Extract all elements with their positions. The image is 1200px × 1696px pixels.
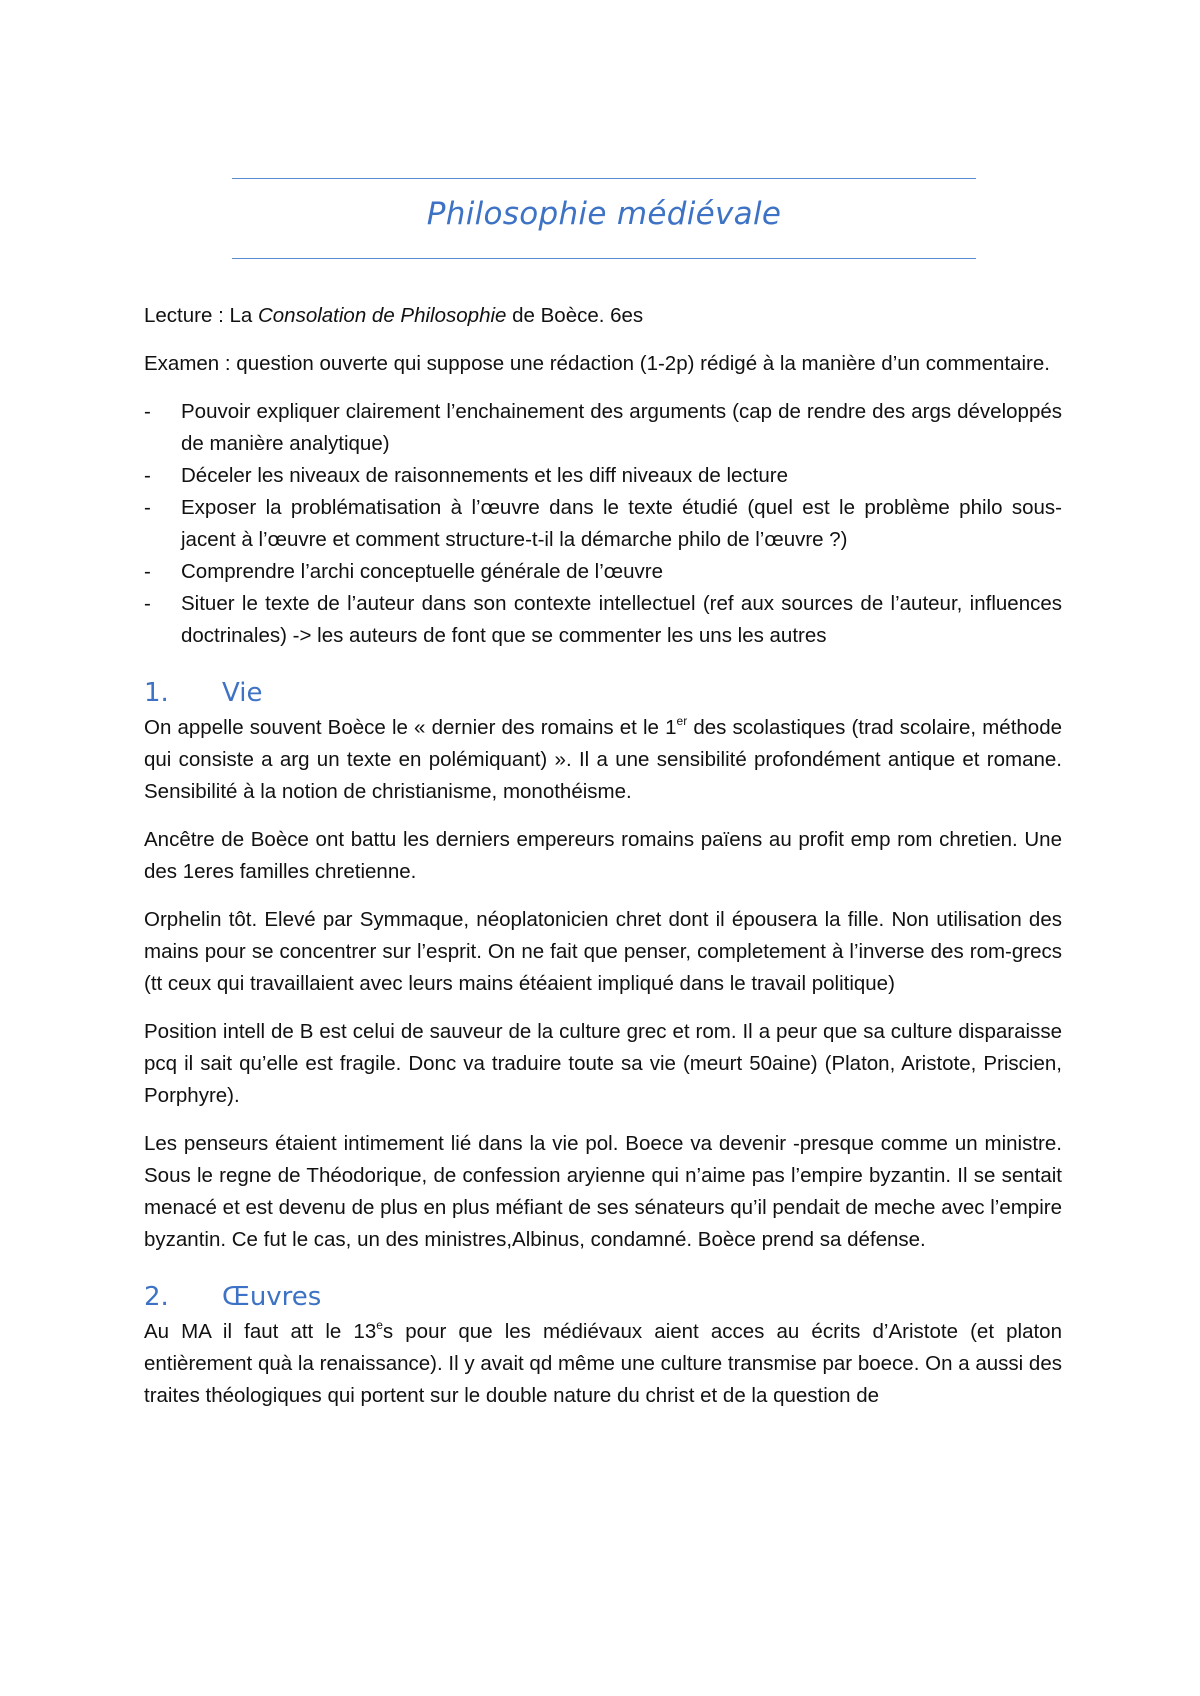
list-item [144, 396, 1062, 460]
section-title: Œuvres [222, 1282, 322, 1312]
paragraph [144, 1316, 1062, 1412]
list-item-text: Déceler les niveaux de raisonnements et les diff niveaux de lecture [181, 464, 788, 487]
paragraph [144, 712, 1062, 808]
document-body [144, 300, 1062, 1428]
paragraph-text: Au MA il faut att le 13 [144, 1320, 377, 1343]
list-item [144, 556, 1062, 588]
section-number: 2. [144, 1282, 169, 1312]
objectives-list [144, 396, 1062, 652]
section-number: 1. [144, 678, 169, 708]
list-item-text: Comprendre l’archi conceptuelle générale de l’œuvre [181, 560, 664, 583]
section-heading-vie [144, 676, 1062, 710]
list-item [144, 460, 1062, 492]
bullet-dash: - [144, 592, 151, 615]
paragraph: Position intell de B est celui de sauveur de la culture grec et rom. Il a peur que sa culture disparaisse pcq il sait qu’elle est fragile. Donc va traduire toute sa vie (meurt 50aine) (Platon, Aristote, Priscien, Porphyre). [144, 1020, 1062, 1107]
list-item-text: Exposer la problématisation à l’œuvre dans le texte étudié (quel est le problème philo sous-jacent à l’œuvre et comment structure-t-il la démarche philo de l’œuvre ?) [181, 496, 1062, 551]
lecture-rest: de Boèce. 6es [506, 304, 644, 327]
lecture-label: Lecture : La [144, 304, 258, 327]
paragraph: Les penseurs étaient intimement lié dans la vie pol. Boece va devenir -presque comme un ministre. Sous le regne de Théodorique, de confession aryienne qui n’aime pas l’empire byzantin. Il se sentait menacé et est devenu de plus en plus méfiant de ses sénateurs qu’il pendait de meche avec l’empire byzantin. Ce fut le cas, un des ministres,Albinus, condamné. Boèce prend sa défense. [144, 1132, 1062, 1251]
superscript: e [376, 1318, 383, 1332]
title-top-rule [232, 178, 976, 179]
list-item [144, 492, 1062, 556]
paragraph: Orphelin tôt. Elevé par Symmaque, néoplatonicien chret dont il épousera la fille. Non utilisation des mains pour se concentrer sur l’esprit. On ne fait que penser, completement à l’inverse des rom-grecs (tt ceux qui travaillaient avec leurs mains étéaient impliqué dans le travail politique) [144, 908, 1062, 995]
lecture-work-title: Consolation de Philosophie [257, 304, 507, 327]
section-title: Vie [222, 678, 263, 708]
bullet-dash: - [144, 400, 151, 423]
list-item [144, 588, 1062, 652]
section-heading-oeuvres [144, 1280, 1062, 1314]
title-bottom-rule [232, 258, 976, 259]
document-title: Philosophie médiévale [426, 196, 782, 232]
bullet-dash: - [144, 464, 151, 487]
bullet-dash: - [144, 560, 151, 583]
exam-paragraph: Examen : question ouverte qui suppose une rédaction (1-2p) rédigé à la manière d’un commentaire. [144, 352, 1050, 375]
paragraph-text: s pour que les médiévaux aient acces au écrits d’Aristote (et platon entièrement quà la renaissance). Il y avait qd même une culture transmise par boece. On a aussi des traites théologiques qui portent sur le double nature du christ et de la question de [144, 1320, 1062, 1407]
list-item-text: Situer le texte de l’auteur dans son contexte intellectuel (ref aux sources de l’auteur, influences doctrinales) -> les auteurs de font que se commenter les uns les autres [181, 592, 1062, 647]
bullet-dash: - [144, 496, 151, 519]
paragraph-text: On appelle souvent Boèce le « dernier des romains et le 1 [144, 716, 677, 739]
paragraph: Ancêtre de Boèce ont battu les derniers empereurs romains païens au profit emp rom chretien. Une des 1eres familles chretienne. [144, 828, 1062, 883]
lecture-line [144, 300, 1062, 332]
superscript: er [676, 714, 688, 728]
list-item-text: Pouvoir expliquer clairement l’enchainement des arguments (cap de rendre des args développés de manière analytique) [181, 400, 1062, 455]
paragraph-text: des scolastiques (trad scolaire, méthode qui consiste a arg un texte en polémiquant) ». Il a une sensibilité profondément antique et romane. Sensibilité à la notion de christianisme, monothéisme. [144, 716, 1063, 803]
